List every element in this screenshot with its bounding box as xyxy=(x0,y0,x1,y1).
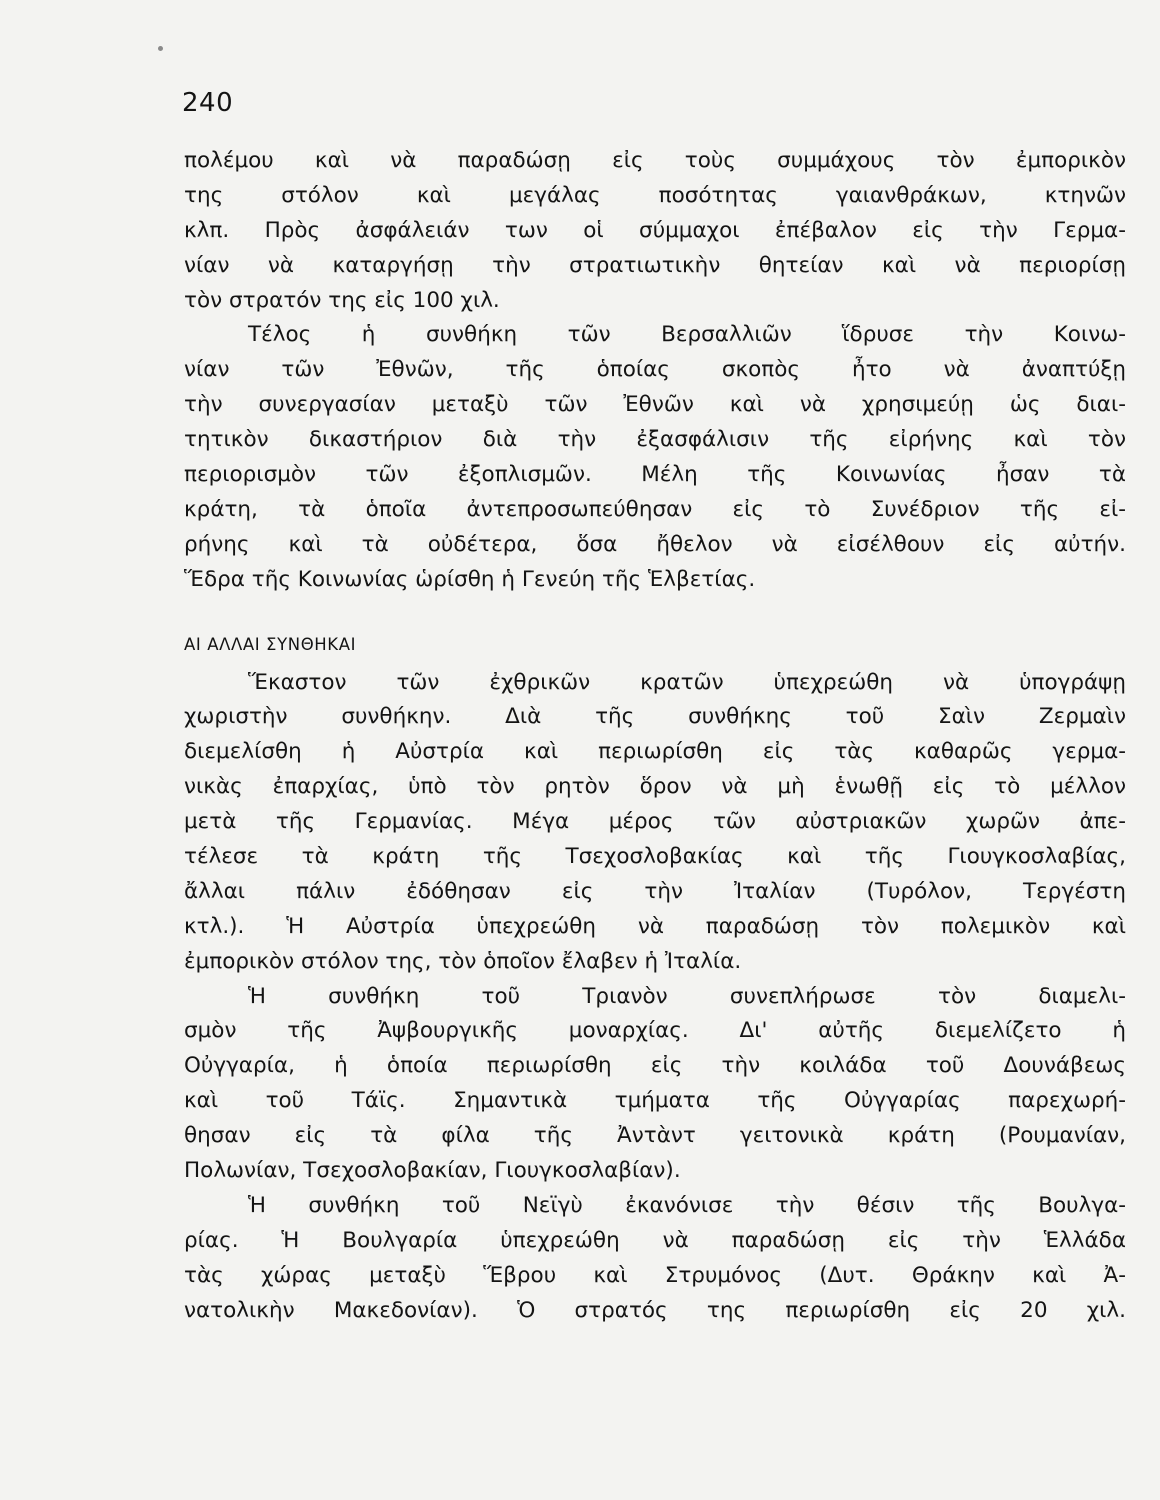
text-line: τέλεσε τὰ κράτη τῆς Τσεχοσλοβακίας καὶ τῆς Γιουγκοσλαβίας, xyxy=(184,844,1126,870)
text-line: τητικὸν δικαστήριον διὰ τὴν ἐξασφάλισιν τῆς εἰρήνης καὶ τὸν xyxy=(184,427,1126,453)
text-line: μετὰ τῆς Γερμανίας. Μέγα μέρος τῶν αὐστριακῶν χωρῶν ἀπε- xyxy=(184,809,1126,835)
text-line: κλπ. Πρὸς ἀσφάλειάν των οἱ σύμμαχοι ἐπέβαλον εἰς τὴν Γερμα- xyxy=(184,217,1126,243)
text-line: Ἡ συνθήκη τοῦ Τριανὸν συνεπλήρωσε τὸν διαμελι- xyxy=(248,983,1126,1009)
paragraph-2 xyxy=(184,318,1126,597)
paragraph-1 xyxy=(184,144,1126,318)
page-body xyxy=(184,144,1126,1329)
text-line: νίαν νὰ καταργήσῃ τὴν στρατιωτικὴν θητείαν καὶ νὰ περιορίσῃ xyxy=(184,252,1126,278)
text-line: ρίας. Ἡ Βουλγαρία ὑπεχρεώθη νὰ παραδώσῃ εἰς τὴν Ἑλλάδα xyxy=(184,1227,1126,1253)
section-heading: ΑΙ ΑΛΛΑΙ ΣΥΝΘΗΚΑΙ xyxy=(184,634,357,654)
text-line: καὶ τοῦ Τάϊς. Σημαντικὰ τμήματα τῆς Οὐγγαρίας παρεχωρή- xyxy=(184,1088,1126,1114)
text-line: ρήνης καὶ τὰ οὐδέτερα, ὅσα ἤθελον νὰ εἰσέλθουν εἰς αὐτήν. xyxy=(184,531,1126,557)
text-line: Πολωνίαν, Τσεχοσλοβακίαν, Γιουγκοσλαβίαν). xyxy=(184,1158,681,1184)
text-line: τὰς χώρας μεταξὺ Ἕβρου καὶ Στρυμόνος (Δυτ. Θράκην καὶ Ἀ- xyxy=(184,1262,1126,1288)
text-line: Οὐγγαρία, ἡ ὁποία περιωρίσθη εἰς τὴν κοιλάδα τοῦ Δουνάβεως xyxy=(184,1053,1126,1079)
text-line: σμὸν τῆς Ἀψβουργικῆς μοναρχίας. Δι' αὐτῆς διεμελίζετο ἡ xyxy=(184,1018,1126,1044)
text-line: ἐμπορικὸν στόλον της, τὸν ὁποῖον ἔλαβεν ἡ Ἰταλία. xyxy=(184,948,742,974)
text-line: θησαν εἰς τὰ φίλα τῆς Ἀντὰντ γειτονικὰ κράτη (Ρουμανίαν, xyxy=(184,1123,1126,1149)
text-line: κτλ.). Ἡ Αὐστρία ὑπεχρεώθη νὰ παραδώσῃ τὸν πολεμικὸν καὶ xyxy=(184,913,1126,939)
paragraph-3 xyxy=(184,666,1126,980)
scan-speck xyxy=(158,46,163,51)
page-number: 240 xyxy=(182,88,234,118)
text-line: Ἕκαστον τῶν ἐχθρικῶν κρατῶν ὑπεχρεώθη νὰ ὑπογράψῃ xyxy=(248,669,1126,695)
text-line: περιορισμὸν τῶν ἐξοπλισμῶν. Μέλη τῆς Κοινωνίας ἦσαν τὰ xyxy=(184,462,1126,488)
text-line: νικὰς ἐπαρχίας, ὑπὸ τὸν ρητὸν ὅρον νὰ μὴ ἑνωθῇ εἰς τὸ μέλλον xyxy=(184,774,1126,800)
text-line: τὴν συνεργασίαν μεταξὺ τῶν Ἐθνῶν καὶ νὰ χρησιμεύῃ ὡς διαι- xyxy=(184,392,1126,418)
paragraph-5 xyxy=(184,1189,1126,1329)
text-line: Ἡ συνθήκη τοῦ Νεϊγὺ ἐκανόνισε τὴν θέσιν τῆς Βουλγα- xyxy=(248,1192,1126,1218)
text-line: νατολικὴν Μακεδονίαν). Ὁ στρατός της περιωρίσθη εἰς 20 χιλ. xyxy=(184,1297,1126,1323)
text-line: Τέλος ἡ συνθήκη τῶν Βερσαλλιῶν ἵδρυσε τὴν Κοινω- xyxy=(248,322,1126,348)
text-line: ἄλλαι πάλιν ἐδόθησαν εἰς τὴν Ἰταλίαν (Τυρόλον, Τεργέστη xyxy=(184,878,1126,904)
text-line: πολέμου καὶ νὰ παραδώσῃ εἰς τοὺς συμμάχους τὸν ἐμπορικὸν xyxy=(184,148,1126,173)
paragraph-4 xyxy=(184,980,1126,1189)
text-line: Ἕδρα τῆς Κοινωνίας ὡρίσθη ἡ Γενεύη τῆς Ἑλβετίας. xyxy=(184,566,756,592)
text-line: κράτη, τὰ ὁποῖα ἀντεπροσωπεύθησαν εἰς τὸ Συνέδριον τῆς εἰ- xyxy=(184,496,1126,522)
text-line: τὸν στρατόν της εἰς 100 χιλ. xyxy=(184,287,500,313)
text-line: νίαν τῶν Ἐθνῶν, τῆς ὁποίας σκοπὸς ἦτο νὰ ἀναπτύξῃ xyxy=(184,357,1126,383)
text-line: της στόλον καὶ μεγάλας ποσότητας γαιανθράκων, κτηνῶν xyxy=(184,182,1126,208)
text-line: χωριστὴν συνθήκην. Διὰ τῆς συνθήκης τοῦ Σαὶν Ζερμαὶν xyxy=(184,704,1126,730)
text-line: διεμελίσθη ἡ Αὐστρία καὶ περιωρίσθη εἰς τὰς καθαρῶς γερμα- xyxy=(184,739,1126,765)
